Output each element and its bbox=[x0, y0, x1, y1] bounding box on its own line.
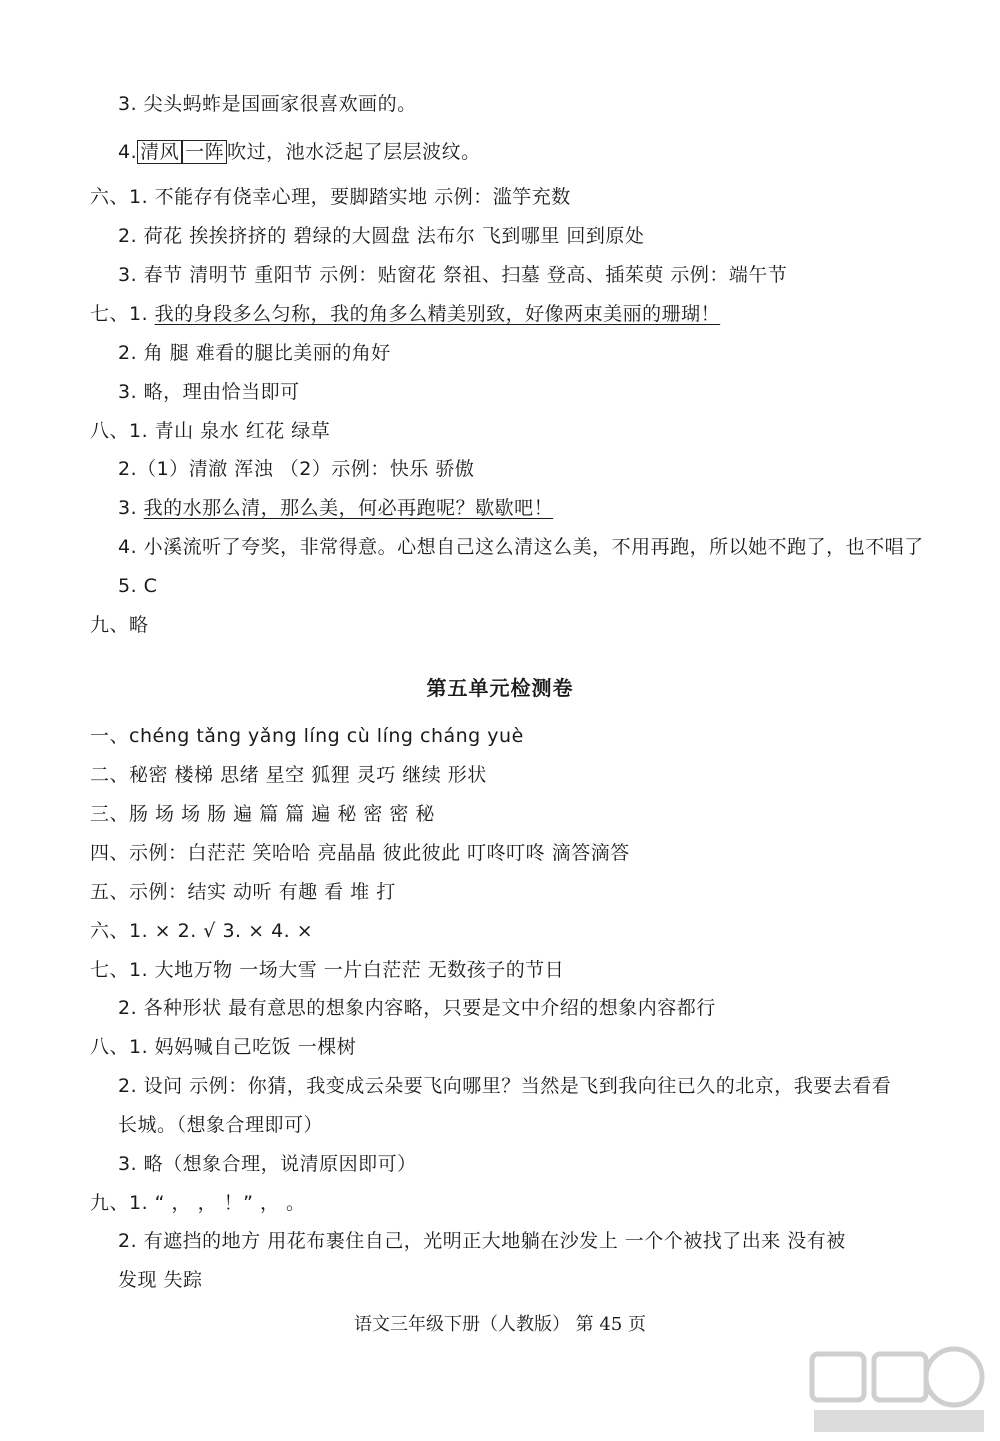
answer-line: 3. 尖头蚂蚱是国画家很喜欢画的。 bbox=[118, 93, 417, 115]
answer-line: 八、1. 青山 泉水 红花 绿草 bbox=[90, 420, 331, 442]
underlined-answer: 我的水那么清，那么美，何必再跑呢？歇歇吧！ bbox=[143, 497, 554, 519]
answer-line: 八、1. 妈妈喊自己吃饭 一棵树 bbox=[90, 1036, 357, 1058]
answer-line: 四、示例：白茫茫 笑哈哈 亮晶晶 彼此彼此 叮咚叮咚 滴答滴答 bbox=[90, 842, 630, 864]
answer-line: 长城。（想象合理即可） bbox=[118, 1114, 324, 1136]
answer-line: 六、1. 不能存有侥幸心理，要脚踏实地 示例：滥竽充数 bbox=[90, 186, 571, 208]
section-title: 第五单元检测卷 bbox=[426, 676, 574, 700]
page-footer: 语文三年级下册（人教版） 第 45 页 bbox=[353, 1314, 647, 1335]
boxed-word: 一阵 bbox=[182, 140, 227, 164]
answer-line: 3. 略，理由恰当即可 bbox=[118, 381, 300, 403]
answer-line: 4. 清风 一阵 吹过，池水泛起了层层波纹。 bbox=[118, 141, 481, 163]
answer-line: 五、示例：结实 动听 有趣 看 堆 打 bbox=[90, 881, 396, 903]
answer-line: 3. 春节 清明节 重阳节 示例：贴窗花 祭祖、扫墓 登高、插茱萸 示例：端午节 bbox=[118, 264, 788, 286]
answer-line: 4. 小溪流听了夸奖，非常得意。心想自己这么清这么美，不用再跑，所以她不跑了，也不唱了 bbox=[118, 536, 924, 558]
answer-line: 2. 角 腿 难看的腿比美丽的角好 bbox=[118, 342, 391, 364]
answer-line: 2. 设问 示例：你猜，我变成云朵要飞向哪里？当然是飞到我向往已久的北京，我要去看看 bbox=[118, 1075, 892, 1097]
answer-line: 二、秘密 楼梯 思绪 星空 狐狸 灵巧 继续 形状 bbox=[90, 764, 487, 786]
answer-line: 3. 略（想象合理，说清原因即可） bbox=[118, 1153, 417, 1175]
watermark-circle bbox=[926, 1349, 982, 1405]
watermark-logo bbox=[804, 1342, 994, 1437]
answer-line: 三、肠 场 场 肠 遍 篇 篇 遍 秘 密 密 秘 bbox=[90, 803, 435, 825]
answer-line: 发现 失踪 bbox=[118, 1269, 203, 1291]
underlined-answer: 我的身段多么匀称，我的角多么精美别致，好像两束美丽的珊瑚！ bbox=[154, 303, 721, 325]
watermark-url-band bbox=[814, 1410, 984, 1432]
answer-line: 2.（1）清澈 浑浊 （2）示例：快乐 骄傲 bbox=[118, 458, 475, 480]
answer-line: 九、1. “ ， ， ！” ， 。 bbox=[90, 1192, 306, 1214]
answer-line: 一、chéng tǎng yǎng líng cù líng cháng yuè bbox=[90, 725, 524, 747]
watermark-block bbox=[874, 1354, 926, 1400]
answer-line: 2. 荷花 挨挨挤挤的 碧绿的大圆盘 法布尔 飞到哪里 回到原处 bbox=[118, 225, 645, 247]
answer-line: 3. 我的水那么清，那么美，何必再跑呢？歇歇吧！ bbox=[118, 497, 554, 519]
answer-line: 七、1. 大地万物 一场大雪 一片白茫茫 无数孩子的节日 bbox=[90, 959, 565, 981]
answer-line: 六、1. × 2. √ 3. × 4. × bbox=[90, 920, 314, 942]
answer-line: 九、略 bbox=[90, 614, 149, 636]
answer-line: 2. 各种形状 最有意思的想象内容略，只要是文中介绍的想象内容都行 bbox=[118, 997, 716, 1019]
answer-line: 5. C bbox=[118, 575, 158, 597]
answer-line: 七、1. 我的身段多么匀称，我的角多么精美别致，好像两束美丽的珊瑚！ bbox=[90, 303, 721, 325]
watermark-block bbox=[812, 1354, 864, 1400]
answer-line: 2. 有遮挡的地方 用花布裹住自己，光明正大地躺在沙发上 一个个被找了出来 没有被 bbox=[118, 1230, 846, 1252]
boxed-word: 清风 bbox=[137, 140, 182, 164]
